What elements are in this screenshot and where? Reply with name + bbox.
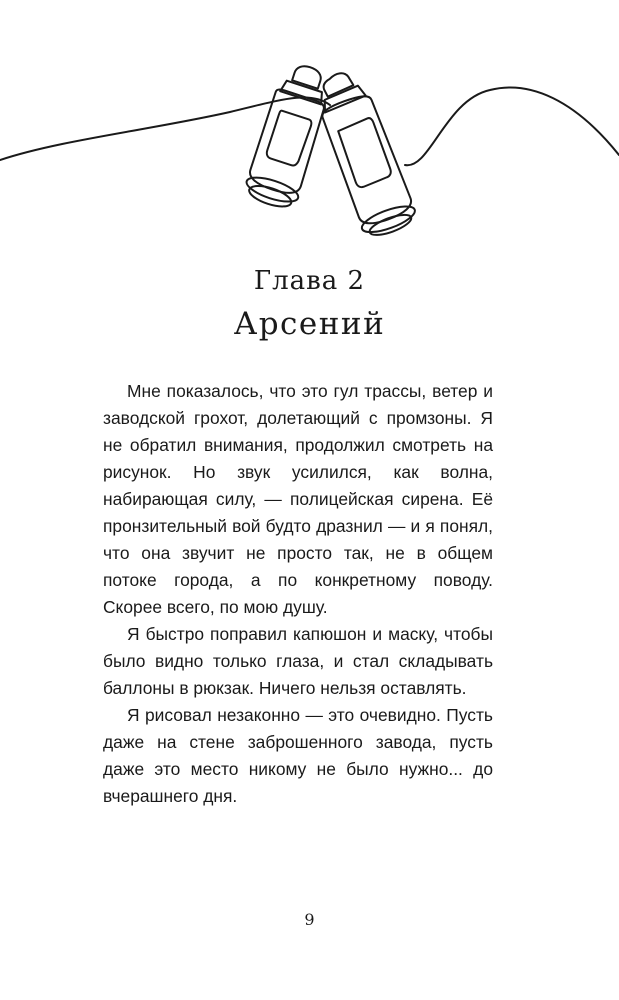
page-number: 9 [304,910,315,929]
paragraph: Я быстро поправил капюшон и маску, чтобы было видно только глаза, и стал складывать баллоны в рюкзак. Ничего нельзя оставлять. [103,624,493,698]
paragraph: Я рисовал незаконно — это очевидно. Пусть даже на стене заброшенного завода, пусть даже это место никому не было нужно... до вчерашнего дня. [103,705,493,806]
chapter-title: Арсений [233,306,386,342]
chapter-body [103,378,493,810]
paragraph: Мне показалось, что это гул трассы, ветер и заводской грохот, долетающий с промзоны. Я не обратил внимания, продолжил смотреть на рисунок. Но звук усилился, как волна, набирающая силу, — полицейская сирена. Её пронзительный вой будто дразнил — и я понял, что она звучит не просто так, не в общем потоке города, а по конкретному поводу. Скорее всего, по мою душу. [103,381,493,617]
chapter-number: Глава 2 [253,266,366,296]
spray-cans-line-drawing-icon [0,60,619,260]
